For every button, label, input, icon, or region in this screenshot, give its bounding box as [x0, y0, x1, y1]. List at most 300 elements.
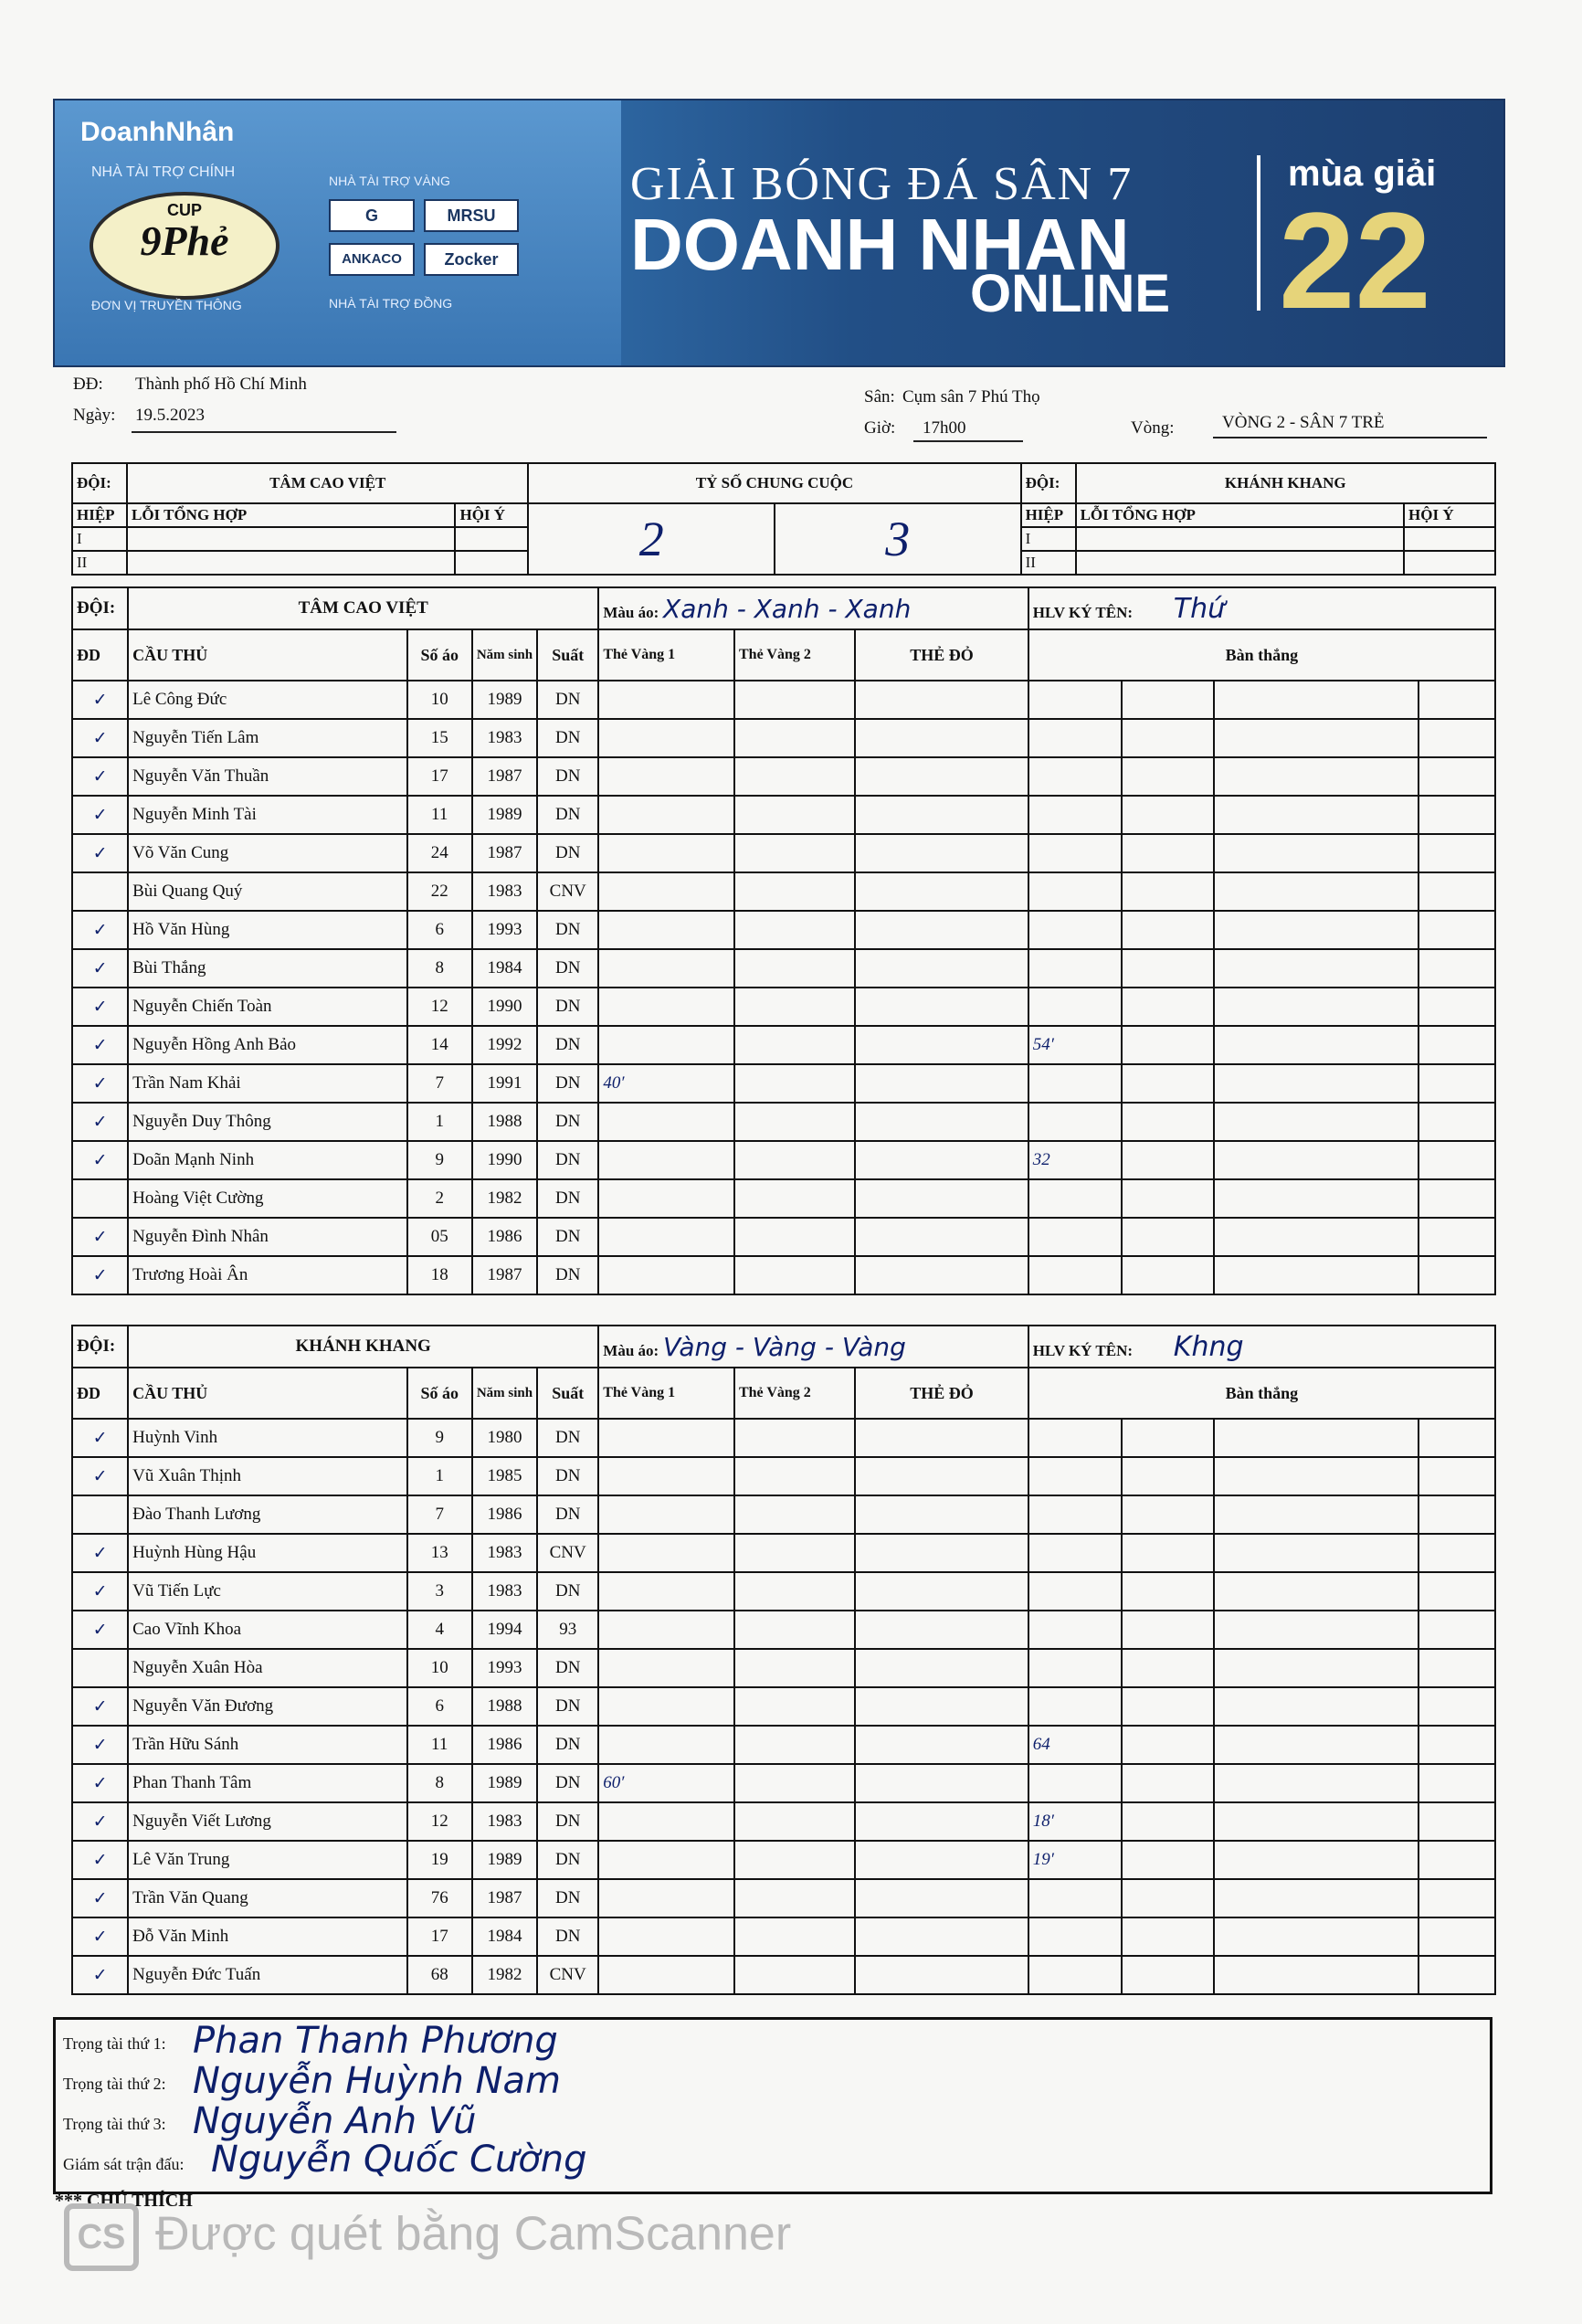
goal-cell: [1214, 1649, 1419, 1687]
player-row: [72, 1802, 1495, 1841]
goal-cell: [1122, 988, 1215, 1026]
player-birth-year: 1982: [472, 1179, 537, 1218]
goal-minute: [1028, 1103, 1122, 1141]
player-check-mark: ✓: [72, 1687, 128, 1726]
timeout-cell: [455, 527, 528, 551]
player-row: [72, 988, 1495, 1026]
player-name: Võ Văn Cung: [128, 834, 406, 872]
goal-cell: [1122, 1256, 1215, 1294]
yellow-card-1: [598, 1917, 734, 1956]
yellow-card-1: [598, 1179, 734, 1218]
goal-minute: [1028, 949, 1122, 988]
goal-cell: [1214, 1841, 1419, 1879]
player-name: Phan Thanh Tâm: [128, 1764, 406, 1802]
goal-cell: [1122, 1802, 1215, 1841]
goal-cell: [1419, 1572, 1495, 1611]
player-check-mark: ✓: [72, 1103, 128, 1141]
player-birth-year: 1986: [472, 1218, 537, 1256]
red-card: [855, 1419, 1028, 1457]
player-slot: DN: [537, 1649, 598, 1687]
red-card: [855, 1956, 1028, 1994]
red-card: [855, 1457, 1028, 1495]
player-slot: DN: [537, 949, 598, 988]
yellow-card-2: [734, 1419, 855, 1457]
goal-minute: 18′: [1028, 1802, 1122, 1841]
player-row: [72, 757, 1495, 796]
goal-cell: [1214, 1611, 1419, 1649]
goal-cell: [1122, 1841, 1215, 1879]
player-name: Bùi Quang Quý: [128, 872, 406, 911]
red-card: [855, 681, 1028, 719]
player-check-mark: [72, 1495, 128, 1534]
player-name: Đào Thanh Lương: [128, 1495, 406, 1534]
yellow-card-1: [598, 1103, 734, 1141]
player-row: [72, 1917, 1495, 1956]
goal-cell: [1214, 1764, 1419, 1802]
tournament-banner: [53, 99, 1505, 367]
cup-label: CUP: [166, 201, 202, 219]
goal-cell: [1214, 1495, 1419, 1534]
col-slot: Suất: [537, 1368, 598, 1419]
goal-cell: [1122, 1687, 1215, 1726]
main-sponsor-label: NHÀ TÀI TRỢ CHÍNH: [91, 164, 236, 180]
goal-cell: [1419, 1179, 1495, 1218]
player-name: Nguyễn Xuân Hòa: [128, 1649, 406, 1687]
media-label: ĐƠN VỊ TRUYỀN THÔNG: [91, 298, 242, 312]
player-slot: DN: [537, 1687, 598, 1726]
yellow-card-1: [598, 1649, 734, 1687]
goal-cell: [1419, 1802, 1495, 1841]
goal-cell: [1419, 1218, 1495, 1256]
player-row: [72, 719, 1495, 757]
player-slot: DN: [537, 681, 598, 719]
player-row: [72, 1956, 1495, 1994]
player-check-mark: ✓: [72, 1419, 128, 1457]
final-score-label: TỶ SỐ CHUNG CUỘC: [528, 463, 1020, 503]
goal-cell: [1214, 988, 1419, 1026]
player-slot: DN: [537, 1764, 598, 1802]
player-row: [72, 1879, 1495, 1917]
player-row: [72, 1726, 1495, 1764]
player-check-mark: ✓: [72, 1917, 128, 1956]
player-number: 15: [407, 719, 472, 757]
player-number: 7: [407, 1064, 472, 1103]
player-check-mark: [72, 1649, 128, 1687]
fouls-label: LỖI TỔNG HỢP: [1076, 503, 1404, 527]
player-check-mark: ✓: [72, 1879, 128, 1917]
player-number: 05: [407, 1218, 472, 1256]
player-check-mark: ✓: [72, 1764, 128, 1802]
season-label: mùa giải: [1288, 153, 1437, 194]
player-check-mark: ✓: [72, 757, 128, 796]
player-name: Nguyễn Viết Lương: [128, 1802, 406, 1841]
timeout-label: HỘI Ý: [455, 503, 528, 527]
goal-cell: [1122, 1026, 1215, 1064]
yellow-card-1: [598, 757, 734, 796]
yellow-card-2: [734, 834, 855, 872]
player-number: 68: [407, 1956, 472, 1994]
score-team-b: 3: [775, 503, 1021, 575]
player-check-mark: [72, 872, 128, 911]
player-slot: CNV: [537, 1534, 598, 1572]
goal-cell: [1122, 1572, 1215, 1611]
player-slot: DN: [537, 1141, 598, 1179]
yellow-card-2: [734, 1064, 855, 1103]
half-label: HIỆP: [1021, 503, 1076, 527]
red-card: [855, 1687, 1028, 1726]
player-birth-year: 1990: [472, 1141, 537, 1179]
yellow-card-1: [598, 1611, 734, 1649]
yellow-card-1: [598, 1218, 734, 1256]
player-slot: DN: [537, 757, 598, 796]
goal-cell: [1419, 1457, 1495, 1495]
player-name: Trương Hoài Ân: [128, 1256, 406, 1294]
red-card: [855, 1256, 1028, 1294]
player-name: Cao Vĩnh Khoa: [128, 1611, 406, 1649]
yellow-card-2: [734, 911, 855, 949]
goal-cell: [1419, 1649, 1495, 1687]
col-player: CẦU THỦ: [128, 629, 406, 681]
player-check-mark: ✓: [72, 949, 128, 988]
yellow-card-2: [734, 1457, 855, 1495]
goal-minute: [1028, 1917, 1122, 1956]
red-card: [855, 911, 1028, 949]
player-row: [72, 1064, 1495, 1103]
goal-cell: [1419, 872, 1495, 911]
fouls-label: LỖI TỔNG HỢP: [127, 503, 455, 527]
referee-box: [53, 2017, 1492, 2194]
player-row: [72, 1534, 1495, 1572]
player-birth-year: 1989: [472, 1841, 537, 1879]
col-dd: ĐD: [72, 629, 128, 681]
sponsor-logo: G: [329, 199, 415, 232]
player-birth-year: 1984: [472, 949, 537, 988]
match-sheet: [53, 99, 1505, 2211]
player-check-mark: ✓: [72, 1726, 128, 1764]
fouls-cell: [127, 527, 455, 551]
team-label: ĐỘI:: [72, 1326, 128, 1368]
yellow-card-2: [734, 1841, 855, 1879]
coach-sign-cell: [1028, 587, 1495, 629]
goal-cell: [1214, 1917, 1419, 1956]
team-a-name: TÂM CAO VIỆT: [127, 463, 528, 503]
player-number: 76: [407, 1879, 472, 1917]
yellow-card-2: [734, 1218, 855, 1256]
goal-minute: [1028, 1572, 1122, 1611]
red-card: [855, 949, 1028, 988]
referee-3-signature: Nguyễn Anh Vũ: [193, 2100, 477, 2142]
player-number: 3: [407, 1572, 472, 1611]
goal-cell: [1122, 719, 1215, 757]
player-name: Nguyễn Văn Đương: [128, 1687, 406, 1726]
goal-cell: [1122, 834, 1215, 872]
sponsor-logo: MRSU: [424, 199, 519, 232]
player-check-mark: ✓: [72, 834, 128, 872]
player-slot: DN: [537, 1572, 598, 1611]
player-row: [72, 1103, 1495, 1141]
player-row: [72, 1649, 1495, 1687]
team-label: ĐỘI:: [1021, 463, 1076, 503]
player-name: Vũ Tiến Lực: [128, 1572, 406, 1611]
team-a-players: [72, 681, 1495, 1294]
player-birth-year: 1991: [472, 1064, 537, 1103]
shirt-color-value: Vàng - Vàng - Vàng: [662, 1331, 906, 1362]
yellow-card-2: [734, 796, 855, 834]
player-birth-year: 1994: [472, 1611, 537, 1649]
fouls-cell: [1076, 551, 1404, 575]
red-card: [855, 1141, 1028, 1179]
time-value: 17h00: [923, 418, 966, 438]
player-birth-year: 1989: [472, 681, 537, 719]
team-a-name: TÂM CAO VIỆT: [128, 587, 598, 629]
cup-name: 9Phẻ: [140, 217, 229, 264]
goal-cell: [1214, 949, 1419, 988]
player-slot: DN: [537, 1457, 598, 1495]
player-birth-year: 1982: [472, 1956, 537, 1994]
season-number: 22: [1279, 184, 1431, 337]
red-card: [855, 1649, 1028, 1687]
yellow-card-2: [734, 681, 855, 719]
player-birth-year: 1989: [472, 1764, 537, 1802]
goal-cell: [1419, 1141, 1495, 1179]
player-row: [72, 1179, 1495, 1218]
goal-cell: [1419, 988, 1495, 1026]
player-birth-year: 1984: [472, 1917, 537, 1956]
player-name: Nguyễn Đình Nhân: [128, 1218, 406, 1256]
goal-cell: [1214, 796, 1419, 834]
score-table: [71, 462, 1496, 576]
player-row: [72, 1572, 1495, 1611]
player-number: 22: [407, 872, 472, 911]
coach-signature: Thứ: [1173, 592, 1226, 625]
player-birth-year: 1983: [472, 1572, 537, 1611]
player-name: Nguyễn Hồng Anh Bảo: [128, 1026, 406, 1064]
yellow-card-2: [734, 1534, 855, 1572]
goal-cell: [1419, 1956, 1495, 1994]
timeout-cell: [1404, 527, 1495, 551]
player-number: 13: [407, 1534, 472, 1572]
time-label: Giờ:: [864, 418, 896, 438]
player-name: Lê Công Đức: [128, 681, 406, 719]
player-birth-year: 1987: [472, 1256, 537, 1294]
goal-cell: [1419, 1256, 1495, 1294]
player-check-mark: ✓: [72, 1956, 128, 1994]
goal-cell: [1419, 719, 1495, 757]
player-birth-year: 1988: [472, 1687, 537, 1726]
goal-cell: [1419, 949, 1495, 988]
player-row: [72, 1256, 1495, 1294]
goal-minute: [1028, 1534, 1122, 1572]
team-b-players: [72, 1419, 1495, 1994]
goal-cell: [1419, 1419, 1495, 1457]
goal-cell: [1419, 1879, 1495, 1917]
yellow-card-1: [598, 1419, 734, 1457]
goal-cell: [1214, 834, 1419, 872]
col-year: Năm sinh: [472, 629, 537, 681]
player-birth-year: 1983: [472, 1534, 537, 1572]
player-number: 14: [407, 1026, 472, 1064]
player-number: 19: [407, 1841, 472, 1879]
goal-minute: [1028, 757, 1122, 796]
yellow-card-1: [598, 719, 734, 757]
player-number: 11: [407, 1726, 472, 1764]
col-red: THẺ ĐỎ: [855, 629, 1028, 681]
score-team-a: 2: [528, 503, 775, 575]
goal-cell: [1419, 1026, 1495, 1064]
referee-3-label: Trọng tài thứ 3:: [63, 2115, 166, 2133]
team-label: ĐỘI:: [72, 463, 127, 503]
goal-cell: [1419, 1534, 1495, 1572]
goal-cell: [1419, 834, 1495, 872]
goal-minute: [1028, 1764, 1122, 1802]
player-birth-year: 1987: [472, 834, 537, 872]
goal-minute: [1028, 681, 1122, 719]
player-slot: DN: [537, 1103, 598, 1141]
referee-1-label: Trọng tài thứ 1:: [63, 2034, 166, 2053]
yellow-card-1: [598, 1572, 734, 1611]
yellow-card-2: [734, 719, 855, 757]
round-label: Vòng:: [1131, 418, 1175, 438]
red-card: [855, 757, 1028, 796]
goal-cell: [1419, 757, 1495, 796]
player-slot: DN: [537, 1726, 598, 1764]
goal-cell: [1419, 1726, 1495, 1764]
goal-cell: [1122, 796, 1215, 834]
goal-cell: [1214, 911, 1419, 949]
sponsor-logo: Zocker: [424, 243, 519, 276]
yellow-card-1: [598, 834, 734, 872]
player-check-mark: ✓: [72, 1841, 128, 1879]
goal-cell: [1122, 1726, 1215, 1764]
col-goals: Bàn thắng: [1028, 629, 1495, 681]
goal-minute: [1028, 1649, 1122, 1687]
player-birth-year: 1980: [472, 1419, 537, 1457]
round-value: VÒNG 2 - SÂN 7 TRẺ: [1222, 413, 1385, 432]
goal-minute: 64: [1028, 1726, 1122, 1764]
goal-cell: [1419, 1687, 1495, 1726]
yellow-card-1: [598, 1802, 734, 1841]
yellow-card-2: [734, 1649, 855, 1687]
player-slot: DN: [537, 834, 598, 872]
player-number: 8: [407, 949, 472, 988]
yellow-card-2: [734, 1026, 855, 1064]
player-row: [72, 1495, 1495, 1534]
col-dd: ĐD: [72, 1368, 128, 1419]
player-birth-year: 1988: [472, 1103, 537, 1141]
player-number: 6: [407, 1687, 472, 1726]
player-birth-year: 1983: [472, 872, 537, 911]
supervisor-signature: Nguyễn Quốc Cường: [211, 2139, 587, 2181]
player-check-mark: ✓: [72, 796, 128, 834]
shirt-color-label: Màu áo:: [603, 1341, 659, 1359]
player-row: [72, 834, 1495, 872]
timeout-cell: [455, 551, 528, 575]
red-card: [855, 1103, 1028, 1141]
goal-cell: [1214, 1726, 1419, 1764]
player-slot: 93: [537, 1611, 598, 1649]
player-name: Huỳnh Hùng Hậu: [128, 1534, 406, 1572]
yellow-card-1: 60′: [598, 1764, 734, 1802]
player-slot: DN: [537, 1879, 598, 1917]
player-birth-year: 1992: [472, 1026, 537, 1064]
yellow-card-1: [598, 988, 734, 1026]
goal-minute: [1028, 1956, 1122, 1994]
player-row: [72, 1457, 1495, 1495]
yellow-card-1: [598, 1457, 734, 1495]
coach-sign-cell: [1028, 1326, 1495, 1368]
player-slot: DN: [537, 1256, 598, 1294]
team-b-roster: [71, 1325, 1496, 1995]
player-check-mark: ✓: [72, 988, 128, 1026]
goal-cell: [1419, 1103, 1495, 1141]
col-goals: Bàn thắng: [1028, 1368, 1495, 1419]
goal-cell: [1214, 1179, 1419, 1218]
yellow-card-1: 40′: [598, 1064, 734, 1103]
player-name: Đỗ Văn Minh: [128, 1917, 406, 1956]
player-number: 11: [407, 796, 472, 834]
goal-cell: [1214, 1572, 1419, 1611]
title-line-2: DOANH NHAN: [630, 204, 1130, 285]
player-row: [72, 1141, 1495, 1179]
col-slot: Suất: [537, 629, 598, 681]
player-slot: CNV: [537, 872, 598, 911]
red-card: [855, 1726, 1028, 1764]
goal-cell: [1419, 681, 1495, 719]
player-check-mark: ✓: [72, 719, 128, 757]
goal-minute: 19′: [1028, 1841, 1122, 1879]
player-name: Hồ Văn Hùng: [128, 911, 406, 949]
goal-cell: [1122, 1179, 1215, 1218]
player-name: Huỳnh Vinh: [128, 1419, 406, 1457]
col-yellow1: Thẻ Vàng 1: [598, 1368, 734, 1419]
yellow-card-1: [598, 1534, 734, 1572]
player-slot: DN: [537, 1841, 598, 1879]
red-card: [855, 1026, 1028, 1064]
goal-minute: 32: [1028, 1141, 1122, 1179]
player-number: 24: [407, 834, 472, 872]
player-check-mark: ✓: [72, 1534, 128, 1572]
yellow-card-2: [734, 1687, 855, 1726]
goal-cell: [1419, 911, 1495, 949]
player-number: 17: [407, 1917, 472, 1956]
half-2: II: [1021, 551, 1076, 575]
goal-cell: [1214, 1687, 1419, 1726]
yellow-card-2: [734, 1956, 855, 1994]
player-birth-year: 1987: [472, 1879, 537, 1917]
player-name: Nguyễn Tiến Lâm: [128, 719, 406, 757]
player-number: 10: [407, 681, 472, 719]
player-check-mark: ✓: [72, 1218, 128, 1256]
coach-sign-label: HLV KÝ TÊN:: [1032, 603, 1134, 621]
field-value: Cụm sân 7 Phú Thọ: [902, 387, 1040, 407]
yellow-card-2: [734, 1256, 855, 1294]
player-birth-year: 1985: [472, 1457, 537, 1495]
player-row: [72, 681, 1495, 719]
scanner-watermark: [64, 2203, 791, 2271]
player-row: [72, 1764, 1495, 1802]
player-birth-year: 1986: [472, 1495, 537, 1534]
yellow-card-1: [598, 1141, 734, 1179]
red-card: [855, 1611, 1028, 1649]
player-name: Nguyễn Văn Thuần: [128, 757, 406, 796]
col-yellow1: Thẻ Vàng 1: [598, 629, 734, 681]
goal-cell: [1214, 872, 1419, 911]
yellow-card-1: [598, 872, 734, 911]
player-check-mark: ✓: [72, 1256, 128, 1294]
goal-cell: [1122, 1218, 1215, 1256]
player-birth-year: 1993: [472, 911, 537, 949]
goal-minute: [1028, 988, 1122, 1026]
